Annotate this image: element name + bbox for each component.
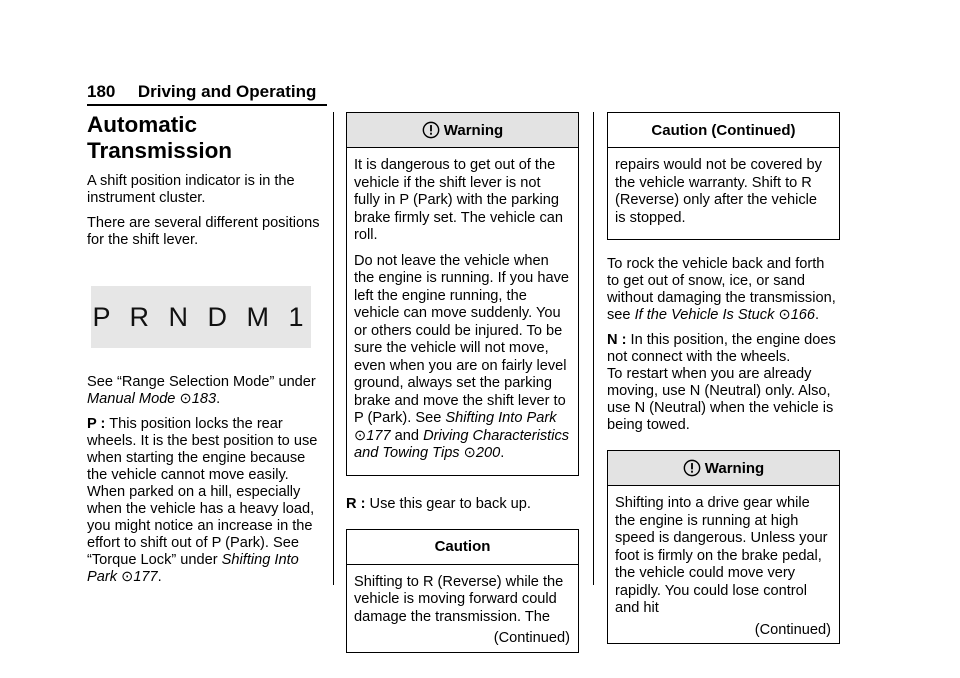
towing-tips-link[interactable]: Driving Characteristics and Towing Tips <box>354 427 570 461</box>
column-1 <box>87 112 325 594</box>
vehicle-stuck-link[interactable]: If the Vehicle Is Stuck <box>634 307 775 323</box>
shift-indicator-text: P R N D M 1 <box>92 301 310 332</box>
column-divider-2 <box>593 112 594 585</box>
continued-label: (Continued) <box>754 621 831 638</box>
warning-paragraph-1: It is dangerous to get out of the vehicle if the shift lever is not fully in P (Park) with the parking brake firmly set. The vehicle can roll. <box>354 157 563 243</box>
shifting-into-park-link[interactable]: Shifting Into Park <box>87 552 299 585</box>
page-ref-icon: ⊙ <box>463 445 476 461</box>
manual-mode-link[interactable]: Manual Mode <box>87 391 176 407</box>
intro-paragraph: A shift position indicator is in the instrument cluster. <box>87 173 295 206</box>
caution-continued-paragraph: repairs would not be covered by the vehicle warranty. Shift to R (Reverse) only after the vehicle is stopped. <box>615 157 822 226</box>
caution-body <box>347 565 578 652</box>
warning-title: Warning <box>347 113 578 148</box>
reverse-label: R : <box>346 495 366 512</box>
warning-box-2 <box>607 450 840 644</box>
page-ref-icon: ⊙ <box>354 427 367 444</box>
shifting-into-park-link[interactable]: Shifting Into Park <box>445 410 557 426</box>
column-3 <box>607 112 840 644</box>
warning-box <box>346 112 579 476</box>
reverse-paragraph: R : Use this gear to back up. <box>346 495 531 512</box>
park-paragraph: P : This position locks the rear wheels. It is the best position to use when starting the engine because the vehicle cannot move easily. When parked on a hill, especially when the vehicle has a heavy load, you might notice an increase in the effort to shift out of P (Park). See “Torque Lock” under Shifting Into Park ⊙177. <box>87 416 318 585</box>
caution-box <box>346 529 579 653</box>
warning-paragraph: Shifting into a drive gear while the engine is running at high speed is dangerous. Unless your foot is firmly on the brake pedal, the vehicle could move very rapidly. You could lose control and hit <box>615 495 828 616</box>
warning-icon <box>683 459 701 477</box>
neutral-paragraph: N : In this position, the engine does not connect with the wheels. <box>607 332 836 365</box>
neutral-label: N : <box>607 332 627 348</box>
warning-icon <box>422 121 440 139</box>
warning-body <box>347 148 578 475</box>
section-title: Driving and Operating <box>137 82 317 101</box>
page-ref-icon: ⊙ <box>778 307 791 323</box>
positions-paragraph: There are several different positions for the shift lever. <box>87 215 320 248</box>
rock-paragraph: To rock the vehicle back and forth to get out of snow, ice, or sand without damaging the transmission, see If the Vehicle Is Stuck ⊙166. <box>607 256 836 323</box>
neutral-paragraph-2: To restart when you are already moving, use N (Neutral) only. Also, use N (Neutral) when the vehicle is being towed. <box>607 366 834 433</box>
caution-paragraph: Shifting to R (Reverse) while the vehicle is moving forward could damage the transmission. The <box>354 573 564 625</box>
shift-indicator-image <box>91 286 311 348</box>
park-label: P : <box>87 416 106 432</box>
page-title: Automatic Transmission <box>87 112 233 163</box>
warning-paragraph-2: Do not leave the vehicle when the engine is running. If you have left the engine running, the vehicle can move suddenly. You or others could be injured. To be sure the vehicle will not move, even when you are on fairly level ground, always set the parking brake and move the shift lever to P (Park). See Shifting Into Park ⊙177 and Driving Characteristics and Towing Tips ⊙200. <box>354 252 570 461</box>
caution-continued-box <box>607 112 840 240</box>
warning-body-2 <box>608 486 839 643</box>
header-rule <box>87 104 327 106</box>
caution-continued-title: Caution (Continued) <box>608 113 839 148</box>
column-2 <box>346 112 579 653</box>
continued-label: (Continued) <box>493 630 570 646</box>
page-ref-icon: ⊙ <box>121 569 134 585</box>
page-ref-icon: ⊙ <box>179 391 192 407</box>
caution-continued-body <box>608 148 839 239</box>
page-header <box>87 82 327 102</box>
warning-title-2: Warning <box>608 451 839 486</box>
see-range-paragraph: See “Range Selection Mode” under Manual Mode ⊙183. <box>87 374 316 407</box>
column-divider-1 <box>333 112 334 585</box>
page-number: 180 <box>87 82 116 101</box>
caution-title: Caution <box>347 530 578 565</box>
